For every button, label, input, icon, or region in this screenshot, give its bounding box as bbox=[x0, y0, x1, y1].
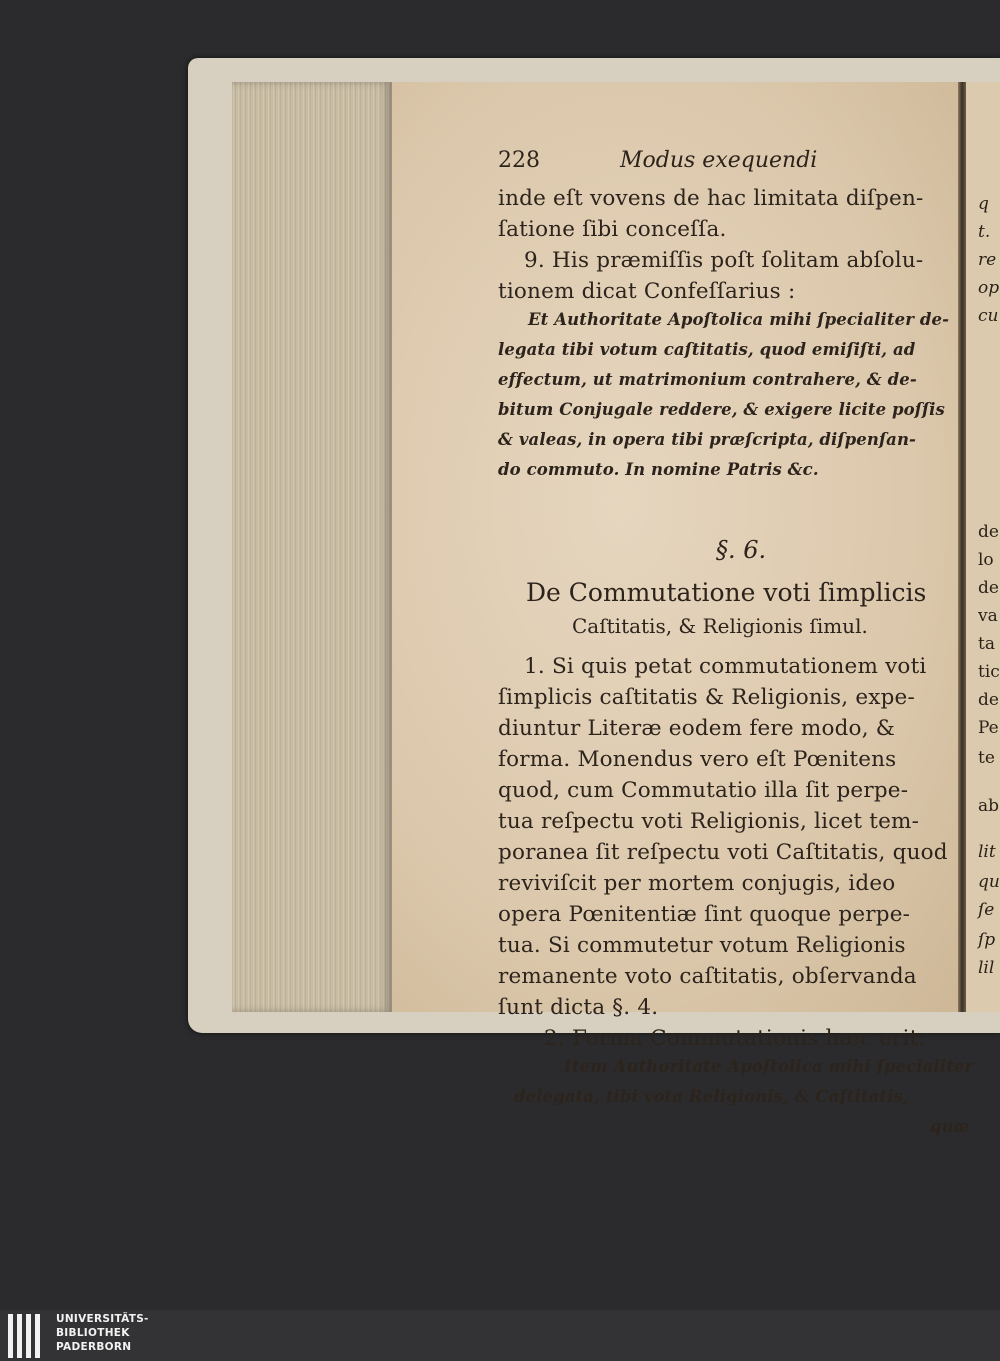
text-line: tionem dicat Confeſſarius : bbox=[498, 279, 796, 304]
next-page-text: t. bbox=[978, 222, 991, 242]
logo-line: UNIVERSITÄTS- bbox=[56, 1313, 149, 1325]
text-line: quod, cum Commutatio illa ſit perpe- bbox=[498, 778, 909, 803]
next-page-text: re bbox=[978, 250, 997, 270]
text-line: poranea ſit reſpectu voti Caſtitatis, quod bbox=[498, 840, 948, 865]
formula-line: delegata, tibi vota Religionis, & Caſtitatis, bbox=[514, 1087, 909, 1106]
formula-line: Item Authoritate Apoſtolica mihi ſpecialiter bbox=[564, 1057, 974, 1076]
text-line: tua reſpectu voti Religionis, licet tem- bbox=[498, 809, 920, 834]
next-page-fragment bbox=[966, 82, 1000, 1012]
text-line: ſunt dicta §. 4. bbox=[498, 995, 659, 1020]
section-subtitle: Caſtitatis, & Religionis ſimul. bbox=[572, 614, 868, 638]
formula-line: bitum Conjugale reddere, & exigere licite poſſis bbox=[498, 400, 945, 419]
next-page-text: te bbox=[978, 748, 995, 768]
formula-line: do commuto. In nomine Patris &c. bbox=[498, 460, 819, 479]
next-page-text: Pe bbox=[978, 718, 999, 738]
page-content bbox=[498, 148, 974, 1136]
next-page-text: ſp bbox=[978, 930, 996, 950]
text-line: opera Pœnitentiæ ſint quoque perpe- bbox=[498, 902, 911, 927]
running-head: Modus exequendi bbox=[620, 148, 818, 173]
next-page-text: va bbox=[978, 606, 998, 626]
text-line: reviviſcit per mortem conjugis, ideo bbox=[498, 871, 896, 896]
next-page-text: cu bbox=[978, 306, 999, 326]
page-number: 228 bbox=[498, 148, 540, 173]
next-page-text: ab bbox=[978, 796, 1000, 816]
next-page-text: tic bbox=[978, 662, 1000, 682]
next-page-text: ſe bbox=[978, 900, 995, 920]
logo-line: PADERBORN bbox=[56, 1341, 132, 1353]
text-line: diuntur Literæ eodem fere modo, & bbox=[498, 716, 896, 741]
formula-line: effectum, ut matrimonium contrahere, & de- bbox=[498, 370, 917, 389]
text-line: ſatione ſibi conceſſa. bbox=[498, 217, 727, 242]
text-line: 2. Forma Commutationis hæc erit: bbox=[544, 1026, 926, 1051]
next-page-text: ta bbox=[978, 634, 995, 654]
next-page-text: lo bbox=[978, 550, 994, 570]
next-page-text: lil bbox=[978, 958, 995, 978]
formula-line: quæ bbox=[930, 1117, 970, 1136]
next-page-text: de bbox=[978, 690, 999, 710]
next-page-text: qu bbox=[978, 872, 1000, 892]
text-line: 9. His præmiſſis poſt ſolitam abſolu- bbox=[524, 248, 924, 273]
next-page-text: op bbox=[978, 278, 1000, 298]
formula-line: legata tibi votum caſtitatis, quod emiſiſti, ad bbox=[498, 340, 916, 359]
page-block-edge bbox=[232, 82, 392, 1012]
section-title: De Commutatione voti ſimplicis bbox=[526, 578, 927, 607]
text-line: 1. Si quis petat commutationem voti bbox=[524, 654, 927, 679]
section-mark: §. 6. bbox=[716, 536, 767, 564]
text-line: ſimplicis caſtitatis & Religionis, expe- bbox=[498, 685, 915, 710]
text-line: remanente voto caſtitatis, obſervanda bbox=[498, 964, 917, 989]
next-page-text: de bbox=[978, 578, 999, 598]
library-logo-icon bbox=[8, 1314, 48, 1358]
text-line: inde eſt vovens de hac limitata diſpen- bbox=[498, 186, 924, 211]
text-line: forma. Monendus vero eſt Pœnitens bbox=[498, 747, 897, 772]
logo-line: BIBLIOTHEK bbox=[56, 1327, 130, 1339]
next-page-text: lit bbox=[978, 842, 996, 862]
next-page-text: de bbox=[978, 522, 999, 542]
library-footer bbox=[0, 1310, 1000, 1361]
formula-line: & valeas, in opera tibi præſcripta, diſpenſan- bbox=[498, 430, 916, 449]
text-line: tua. Si commutetur votum Religionis bbox=[498, 933, 906, 958]
library-logo-text bbox=[56, 1312, 149, 1354]
formula-line: Et Authoritate Apoſtolica mihi ſpecialiter de- bbox=[528, 310, 950, 329]
next-page-text: q bbox=[978, 194, 989, 214]
